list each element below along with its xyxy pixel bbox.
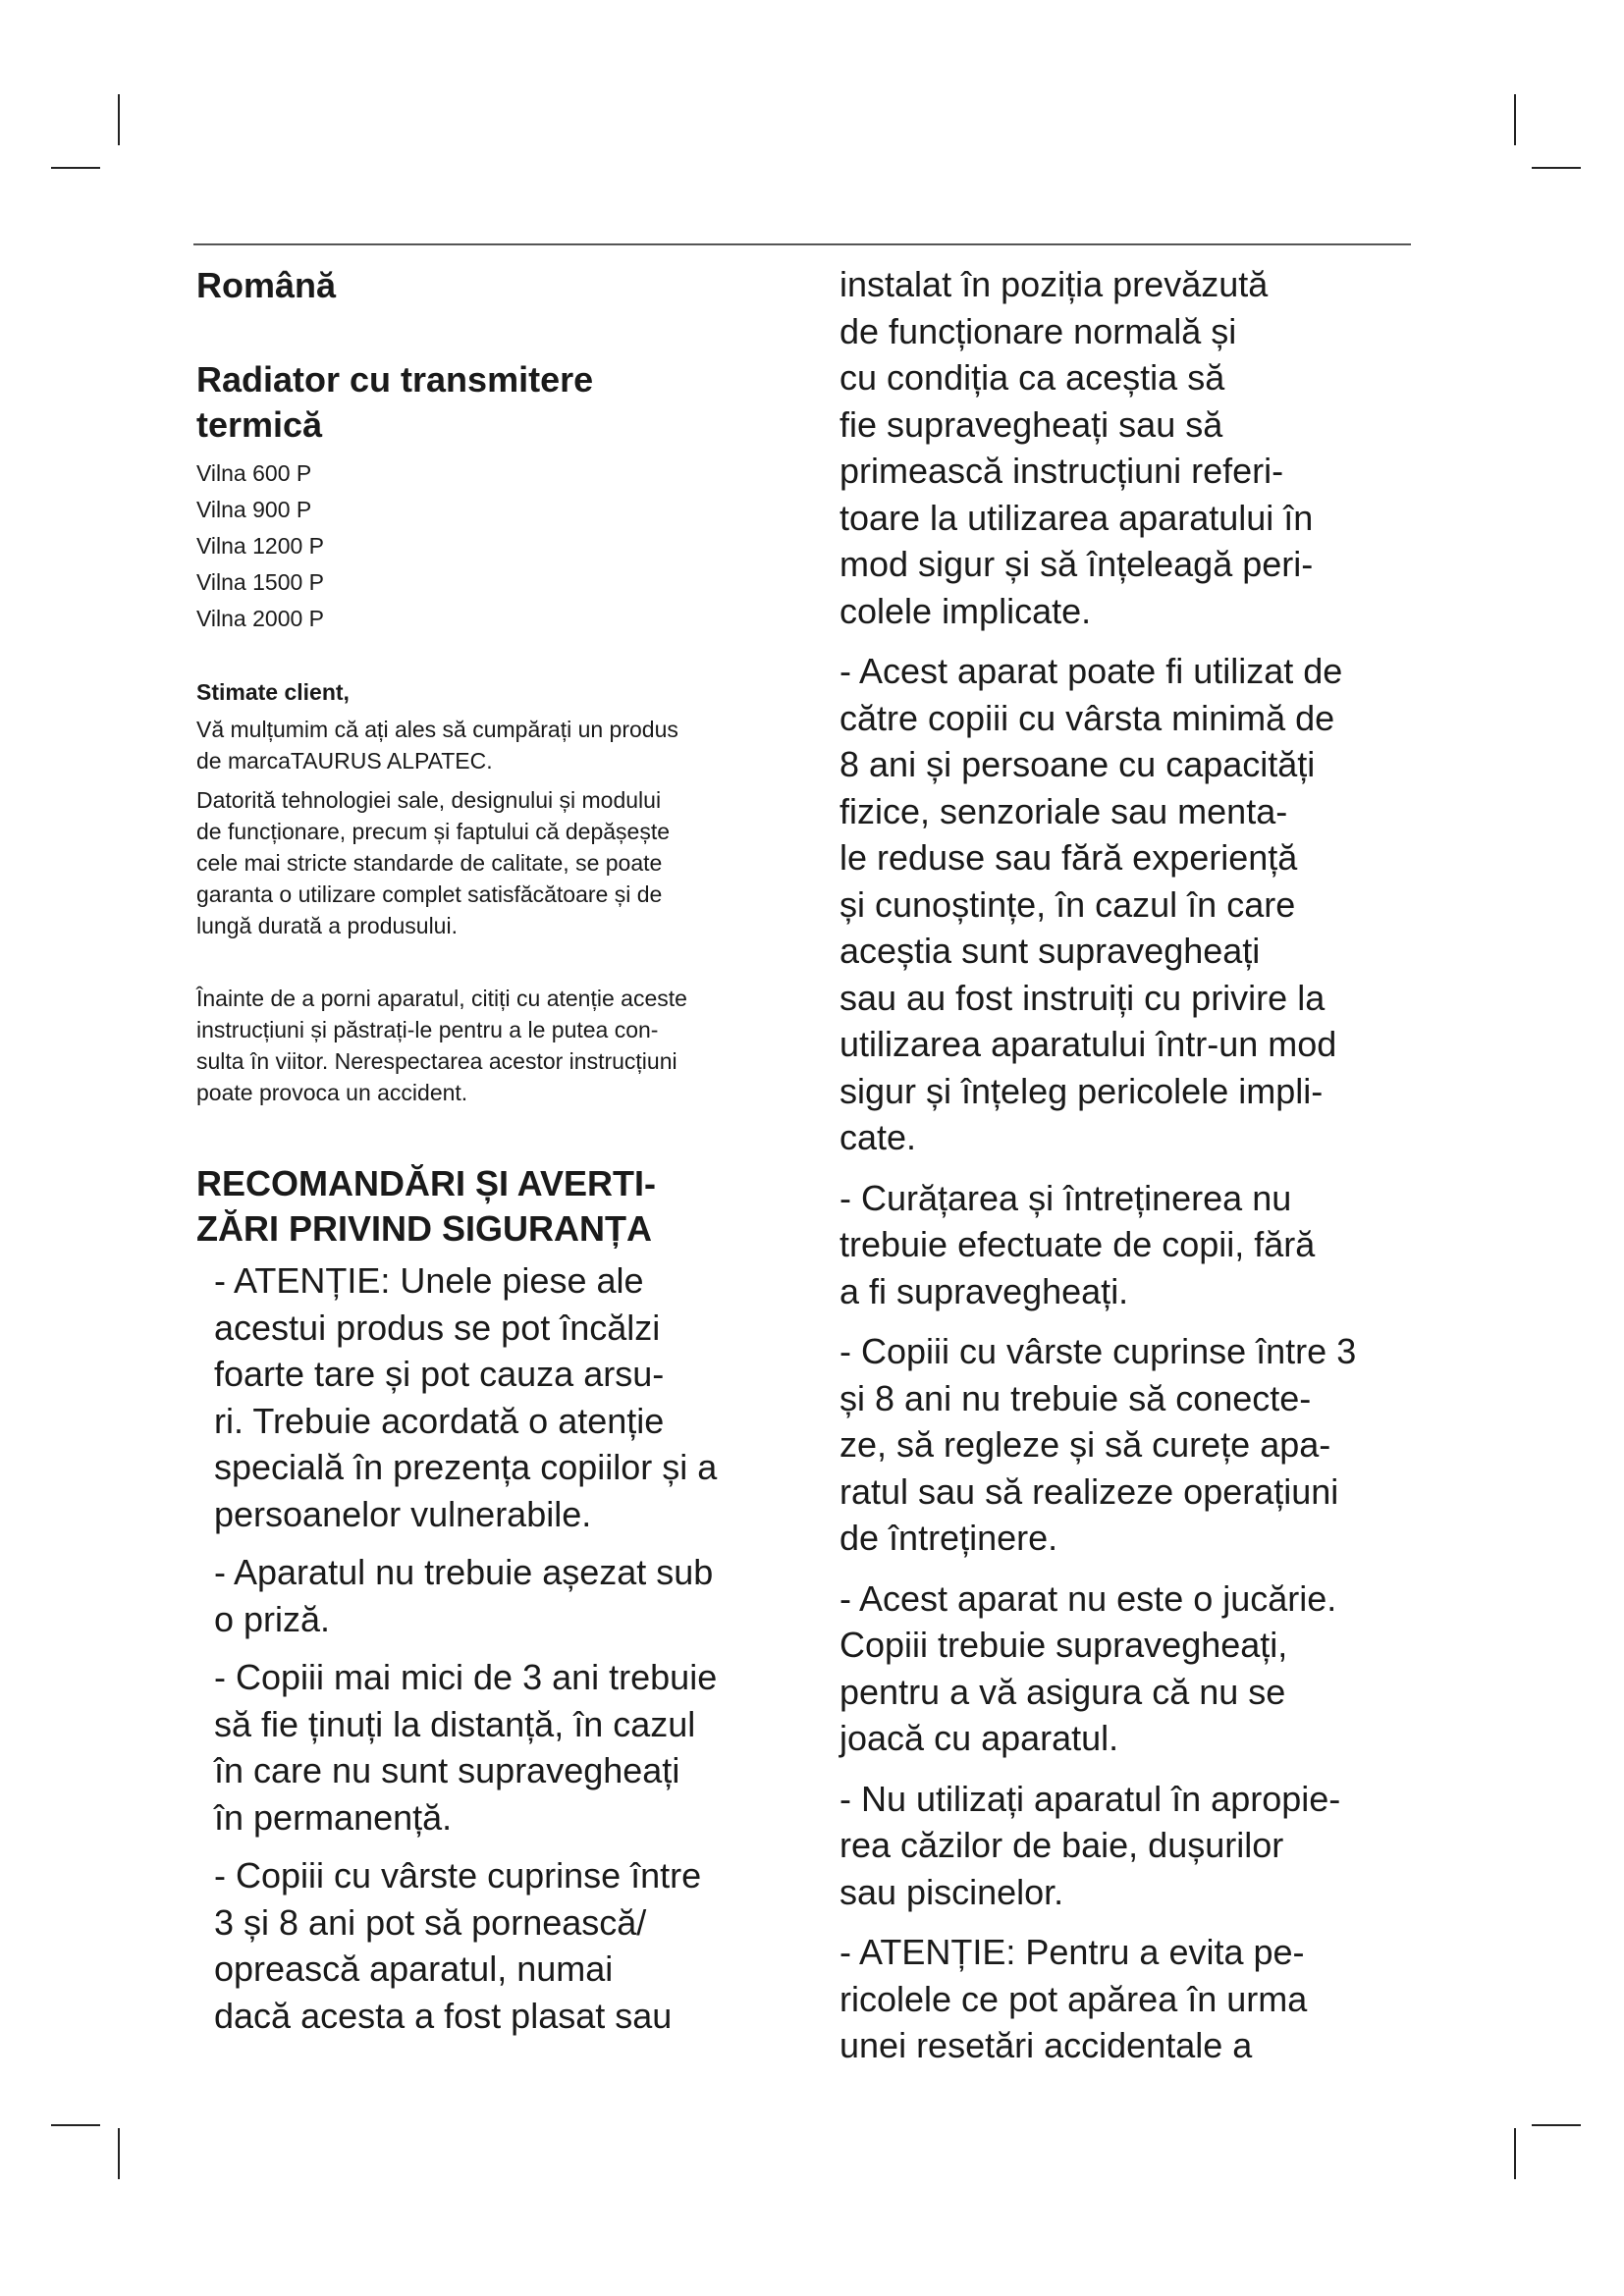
crop-mark xyxy=(118,94,120,145)
warning-item: instalat în poziția prevăzută de funcționare normală și cu condiția ca aceștia să fie supravegheați sau să primească instrucțiuni referi- toare la utilizarea aparatului în mod sigur și să înțeleagă peri- colele implicate. xyxy=(839,264,1314,631)
model-item: Vilna 1500 P xyxy=(196,569,325,595)
language-heading: Română xyxy=(196,265,337,305)
left-column xyxy=(196,261,805,2051)
product-title: Radiator cu transmitere termică xyxy=(196,359,594,445)
crop-mark xyxy=(51,2124,100,2126)
crop-mark xyxy=(51,167,100,169)
model-item: Vilna 900 P xyxy=(196,497,312,522)
warning-item: - ATENȚIE: Unele piese ale acestui produs se pot încălzi foarte tare și pot cauza arsu- ri. Trebuie acordată o atenție specială în prezența copiilor și a persoanelor vulnerabile. xyxy=(214,1260,718,1534)
crop-mark xyxy=(1514,94,1516,145)
crop-mark xyxy=(1514,2128,1516,2179)
crop-mark xyxy=(1532,167,1581,169)
right-column xyxy=(839,261,1448,2083)
model-list xyxy=(196,455,805,637)
warning-item: - Acest aparat nu este o jucărie. Copiii trebuie supravegheați, pentru a vă asigura că nu se joacă cu aparatul. xyxy=(839,1577,1337,1758)
model-item: Vilna 600 P xyxy=(196,460,312,486)
intro-paragraph: Datorită tehnologiei sale, designului și modului de funcționare, precum și faptului că depășește cele mai stricte standarde de calitate, se poate garanta o utilizare complet satisfăcătoare și de lungă durată a produsului. xyxy=(196,787,671,938)
warning-item: - ATENȚIE: Pentru a evita pe- ricolele ce pot apărea în urma unei resetări accidentale a xyxy=(839,1932,1308,2065)
warning-item: - Curățarea și întreținerea nu trebuie efectuate de copii, fără a fi supravegheați. xyxy=(839,1177,1316,1311)
warning-list xyxy=(196,1257,805,2039)
section-title: RECOMANDĂRI ȘI AVERTI- ZĂRI PRIVIND SIGURANȚA xyxy=(196,1163,656,1249)
model-item: Vilna 2000 P xyxy=(196,606,325,631)
greeting-title: Stimate client, xyxy=(196,679,350,705)
warning-item: - Copiii mai mici de 3 ani trebuie să fie ținuți la distanță, în cazul în care nu sunt supravegheați în permanență. xyxy=(214,1657,718,1838)
warning-item: - Copiii cu vârste cuprinse între 3 și 8 ani pot să pornească/ oprească aparatul, numai dacă acesta a fost plasat sau xyxy=(214,1855,702,2036)
header-rule xyxy=(193,243,1411,245)
warning-item: - Aparatul nu trebuie așezat sub o priză. xyxy=(214,1552,714,1639)
warning-item: - Nu utilizați aparatul în apropie- rea căzilor de baie, dușurilor sau piscinelor. xyxy=(839,1778,1341,1912)
intro-paragraph: Înainte de a porni aparatul, citiți cu atenție aceste instrucțiuni și păstrați-le pentru a le putea con- sulta în viitor. Nerespectarea acestor instrucțiuni poate provoca un accident. xyxy=(196,986,687,1105)
crop-mark xyxy=(118,2128,120,2179)
intro-paragraph: Vă mulțumim că ați ales să cumpărați un produs de marcaTAURUS ALPATEC. xyxy=(196,717,678,774)
warning-item: - Copiii cu vârste cuprinse între 3 și 8 ani nu trebuie să conecte- ze, să regleze și să curețe apa- ratul sau să realizeze operațiuni de întreținere. xyxy=(839,1331,1357,1558)
model-item: Vilna 1200 P xyxy=(196,533,325,559)
warning-item: - Acest aparat poate fi utilizat de către copiii cu vârsta minimă de 8 ani și persoane cu capacități fizice, senzoriale sau menta- le reduse sau fără experiență și cunoștințe, în cazul în care aceștia sunt supravegheați sau au fost instruiți cu privire la utilizarea aparatului într-un mod sigur și înțeleg pericolele impli- cate. xyxy=(839,651,1343,1157)
crop-mark xyxy=(1532,2124,1581,2126)
